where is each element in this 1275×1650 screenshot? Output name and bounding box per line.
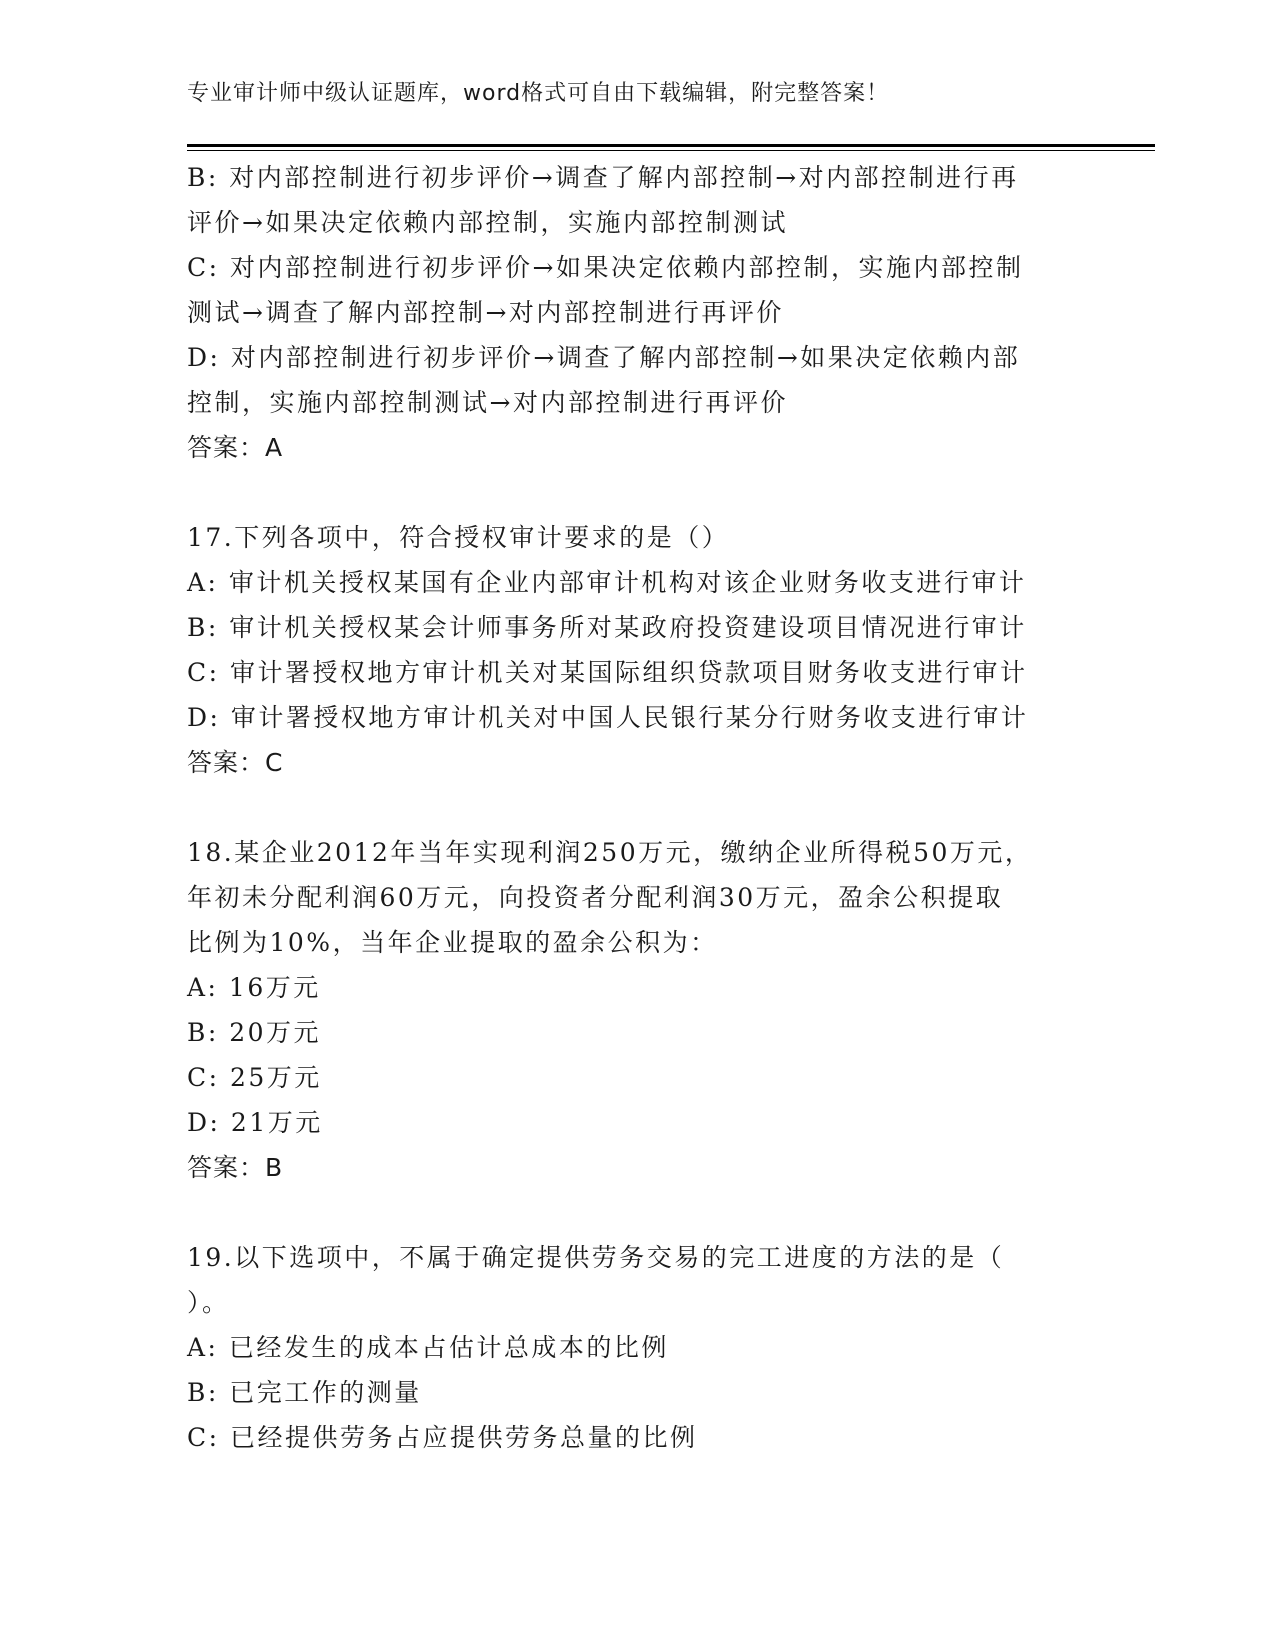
question-block bbox=[187, 830, 1087, 1190]
option-c: C: 25万元 bbox=[187, 1063, 322, 1092]
question-line: B: 对内部控制进行初步评价→调查了解内部控制→对内部控制进行再 bbox=[187, 163, 1019, 192]
question-line: D: 对内部控制进行初步评价→调查了解内部控制→如果决定依赖内部 bbox=[187, 343, 1021, 372]
question-line: C: 对内部控制进行初步评价→如果决定依赖内部控制，实施内部控制 bbox=[187, 253, 1024, 282]
option-a: A: 审计机关授权某国有企业内部审计机构对该企业财务收支进行审计 bbox=[187, 568, 1027, 597]
question-stem: 18.某企业2012年当年实现利润250万元，缴纳企业所得税50万元， bbox=[187, 838, 1033, 867]
question-stem: ）。 bbox=[187, 1288, 230, 1317]
question-block bbox=[187, 515, 1087, 785]
question-stem: 年初未分配利润60万元，向投资者分配利润30万元，盈余公积提取 bbox=[187, 883, 1004, 912]
question-stem: 17.下列各项中，符合授权审计要求的是（） bbox=[187, 523, 730, 552]
page-header: 专业审计师中级认证题库，word格式可自由下载编辑，附完整答案！ bbox=[187, 81, 890, 106]
block-spacer bbox=[187, 470, 1087, 515]
option-b: B: 已完工作的测量 bbox=[187, 1378, 422, 1407]
answer-line: 答案：B bbox=[187, 1153, 284, 1182]
option-d: D: 审计署授权地方审计机关对中国人民银行某分行财务收支进行审计 bbox=[187, 703, 1029, 732]
question-stem: 19.以下选项中，不属于确定提供劳务交易的完工进度的方法的是（ bbox=[187, 1243, 1005, 1272]
question-block bbox=[187, 1235, 1087, 1460]
answer-line: 答案：C bbox=[187, 748, 284, 777]
option-a: A: 已经发生的成本占估计总成本的比例 bbox=[187, 1333, 669, 1362]
header-divider-thick bbox=[187, 144, 1155, 147]
question-block bbox=[187, 155, 1087, 470]
option-a: A: 16万元 bbox=[187, 973, 321, 1002]
block-spacer bbox=[187, 785, 1087, 830]
option-b: B: 20万元 bbox=[187, 1018, 322, 1047]
question-line: 评价→如果决定依赖内部控制，实施内部控制测试 bbox=[187, 208, 788, 237]
option-b: B: 审计机关授权某会计师事务所对某政府投资建设项目情况进行审计 bbox=[187, 613, 1027, 642]
option-c: C: 已经提供劳务占应提供劳务总量的比例 bbox=[187, 1423, 698, 1452]
option-c: C: 审计署授权地方审计机关对某国际组织贷款项目财务收支进行审计 bbox=[187, 658, 1028, 687]
answer-line: 答案：A bbox=[187, 433, 284, 462]
question-line: 测试→调查了解内部控制→对内部控制进行再评价 bbox=[187, 298, 784, 327]
option-d: D: 21万元 bbox=[187, 1108, 323, 1137]
header-divider-thin bbox=[187, 150, 1155, 151]
question-content bbox=[187, 155, 1087, 1460]
question-stem: 比例为10%，当年企业提取的盈余公积为： bbox=[187, 928, 718, 957]
question-line: 控制，实施内部控制测试→对内部控制进行再评价 bbox=[187, 388, 788, 417]
block-spacer bbox=[187, 1190, 1087, 1235]
